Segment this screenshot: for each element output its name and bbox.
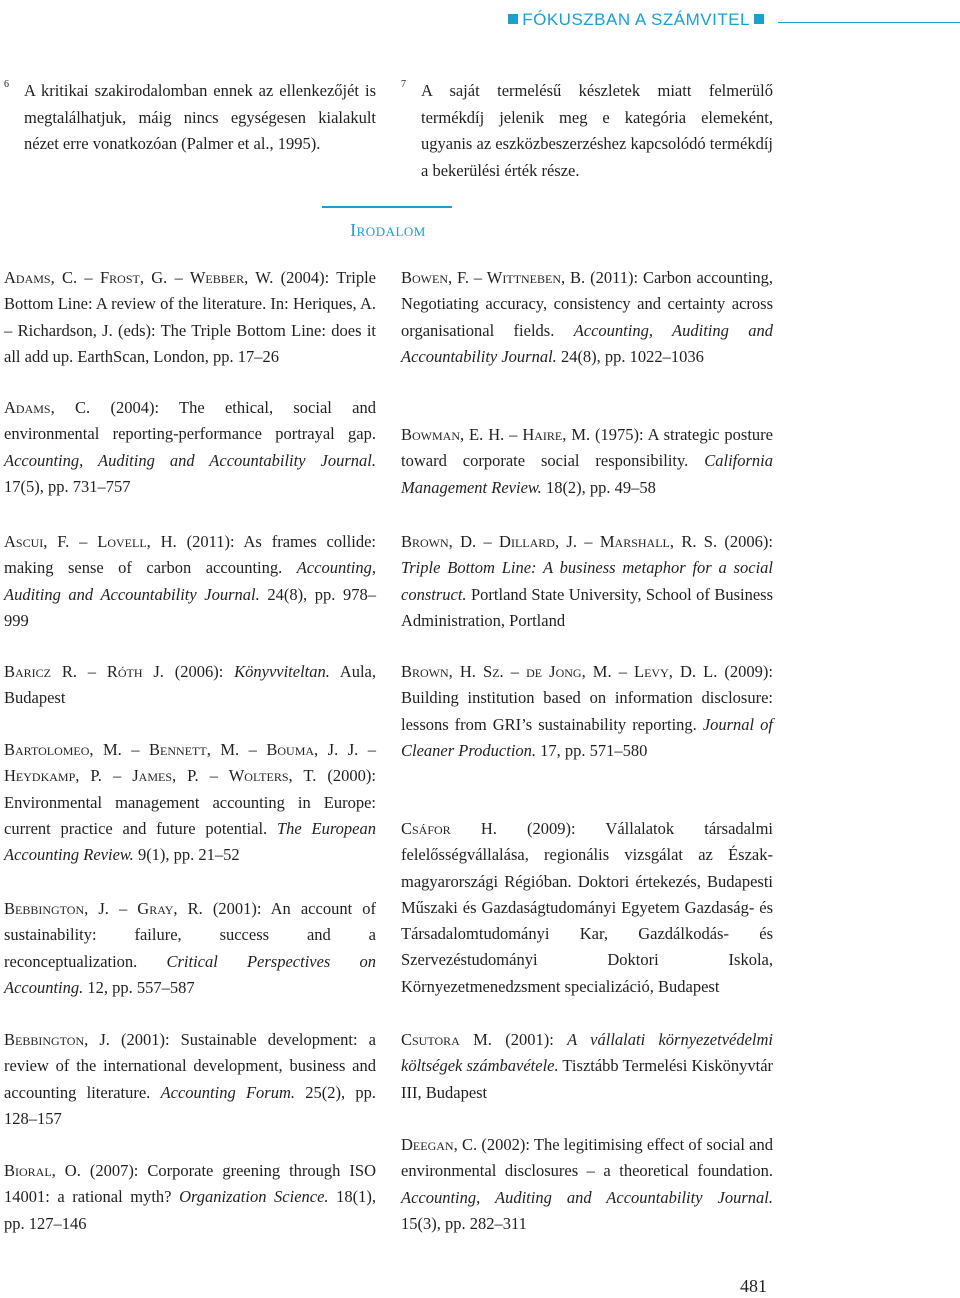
footnote-text: A kritikai szakirodalomban ennek az ellenkezőjét is megtalálhatjuk, máig nincs egységesen kialakult nézet erre vonatkozóan (Palmer et al., 1995). <box>24 81 376 153</box>
reference-item: Bowman, E. H. – Haire, M. (1975): A strategic posture toward corporate social responsibility. California Management Review. 18(2), pp. 49–58 <box>401 425 773 497</box>
reference-item: Bebbington, J. – Gray, R. (2001): An account of sustainability: failure, success and a reconceptualization. Critical Perspectives on Accounting. 12, pp. 557–587 <box>4 899 376 997</box>
reference-item: Csáfor H. (2009): Vállalatok társadalmi felelősségvállalása, regionális vizsgálat az Észak-magyarországi Régióban. Doktori értekezés, Budapesti Műszaki és Gazdaságtudományi Egyetem Gazdaság- és Társadalomtudományi Kar, Gazdálkodás- és Szervezéstudományi Doktori Iskola, Környezetmenedzsment specializáció, Budapest <box>401 819 773 996</box>
square-bullet-icon <box>754 14 764 24</box>
reference-item: Baricz R. – Róth J. (2006): Könyvviteltan. Aula, Budapest <box>4 662 376 708</box>
reference-item: Bebbington, J. (2001): Sustainable development: a review of the international development, business and accounting literature. Accounting Forum. 25(2), pp. 128–157 <box>4 1030 376 1128</box>
footnote-number: 6 <box>4 79 9 90</box>
header-title: FÓKUSZBAN A SZÁMVITEL <box>508 10 764 30</box>
header-rule <box>778 22 960 23</box>
square-bullet-icon <box>508 14 518 24</box>
reference-item: Adams, C. – Frost, G. – Webber, W. (2004): Triple Bottom Line: A review of the literature. In: Heriques, A. – Richardson, J. (eds): The Triple Bottom Line: does it all add up. EarthScan, London, pp. 17–26 <box>4 268 376 366</box>
footnote-number: 7 <box>401 79 406 90</box>
reference-item: Bartolomeo, M. – Bennett, M. – Bouma, J. J. – Heydkamp, P. – James, P. – Wolters, T. (2000): Environmental management accounting in Europe: current practice and future potential. The European Accounting Review. 9(1), pp. 21–52 <box>4 740 376 865</box>
reference-item: Adams, C. (2004): The ethical, social and environmental reporting-performance portrayal gap. Accounting, Auditing and Accountability Journal. 17(5), pp. 731–757 <box>4 398 376 496</box>
reference-item: Csutora M. (2001): A vállalati környezetvédelmi költségek számbavétele. Tisztább Termelési Kiskönyvtár III, Budapest <box>401 1030 774 1102</box>
footnote-7 <box>401 78 773 184</box>
reference-item: Brown, D. – Dillard, J. – Marshall, R. S. (2006): Triple Bottom Line: A business metaphor for a social construct. Portland State University, School of Business Administration, Portland <box>401 532 773 630</box>
section-rule <box>322 206 452 208</box>
reference-item: Brown, H. Sz. – de Jong, M. – Levy, D. L. (2009): Building institution based on information disclosure: lessons from GRI’s sustainability reporting. Journal of Cleaner Production. 17, pp. 571–580 <box>401 662 773 760</box>
reference-item: Ascui, F. – Lovell, H. (2011): As frames collide: making sense of carbon accounting. Accounting, Auditing and Accountability Journal. 24(8), pp. 978–999 <box>4 532 376 630</box>
reference-item: Bowen, F. – Wittneben, B. (2011): Carbon accounting, Negotiating accuracy, consistency and certainty across organisational fields. Accounting, Auditing and Accountability Journal. 24(8), pp. 1022–1036 <box>401 268 773 366</box>
footnote-text: A saját termelésű készletek miatt felmerülő termékdíj jelenik meg e kategória elemeként, ugyanis az eszközbeszerzéshez kapcsolódó termékdíj a bekerülési érték része. <box>421 81 773 180</box>
section-title: Irodalom <box>350 220 426 240</box>
reference-item: Bioral, O. (2007): Corporate greening through ISO 14001: a rational myth? Organization Science. 18(1), pp. 127–146 <box>4 1161 376 1233</box>
page-number: 481 <box>740 1276 767 1296</box>
reference-item: Deegan, C. (2002): The legitimising effect of social and environmental disclosures – a theoretical foundation. Accounting, Auditing and Accountability Journal. 15(3), pp. 282–311 <box>401 1135 773 1233</box>
running-header <box>0 6 960 30</box>
footnote-6 <box>4 78 376 158</box>
